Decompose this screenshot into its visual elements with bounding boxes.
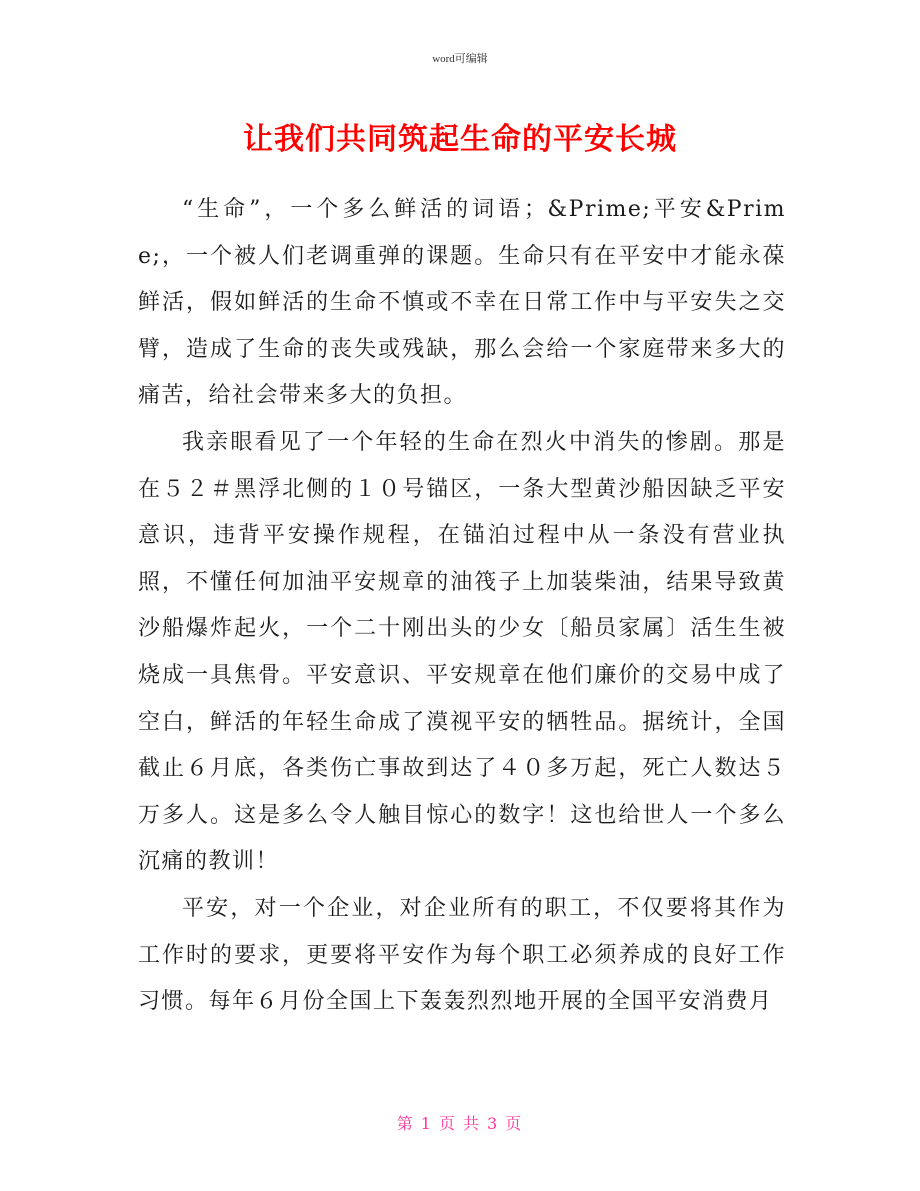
paragraph-1: “生命”，一个多么鲜活的词语；&Prime;平安&Prime;，一个被人们老调重弹的课题。生命只有在平安中才能永葆鲜活，假如鲜活的生命不慎或不幸在日常工作中与平安失之交臂，造成了生命的丧失或残缺，那么会给一个家庭带来多大的痛苦，给社会带来多大的负担。 <box>138 197 786 409</box>
total-pages-number: 3 <box>487 1114 500 1133</box>
paragraph-3: 平安，对一个企业，对企业所有的职工，不仅要将其作为工作时的要求，更要将平安作为每个职工必须养成的良好工作习惯。每年６月份全国上下轰轰烈烈地开展的全国平安消费月 <box>138 895 786 1015</box>
current-page-number: 1 <box>420 1114 433 1133</box>
page-footer <box>0 1113 920 1135</box>
document-body <box>138 187 786 1026</box>
total-prefix: 共 <box>463 1114 482 1133</box>
header-note: word可编辑 <box>432 53 488 65</box>
document-title: 让我们共同筑起生命的平安长城 <box>243 122 677 157</box>
total-unit: 页 <box>505 1114 524 1133</box>
page-prefix: 第 <box>396 1114 415 1133</box>
page-unit: 页 <box>438 1114 457 1133</box>
paragraph-2: 我亲眼看见了一个年轻的生命在烈火中消失的惨剧。那是在５２＃黑浮北侧的１０号锚区，一条大型黄沙船因缺乏平安意识，违背平安操作规程，在锚泊过程中从一条没有营业执照，不懂任何加油平安规章的油筏子上加装柴油，结果导致黄沙船爆炸起火，一个二十刚出头的少女〔船员家属〕活生生被烧成一具焦骨。平安意识、平安规章在他们廉价的交易中成了空白，鲜活的年轻生命成了漠视平安的牺牲品。据统计，全国截止６月底，各类伤亡事故到达了４０多万起，死亡人数达５万多人。这是多么令人触目惊心的数字！这也给世人一个多么沉痛的教训！ <box>138 429 786 875</box>
